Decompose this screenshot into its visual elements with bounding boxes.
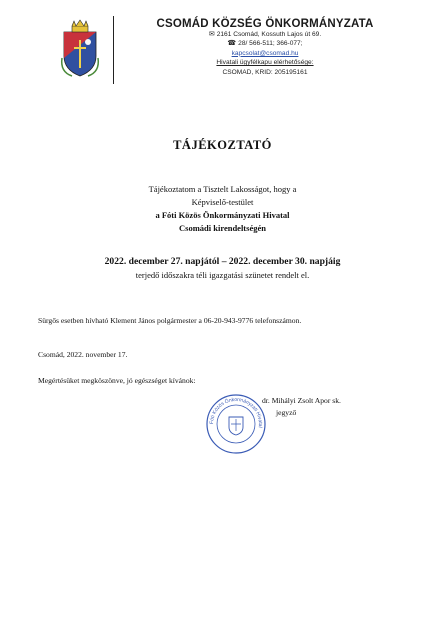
date-line: Csomád, 2022. november 17.: [38, 350, 128, 359]
closing-line: Megértésüket megköszönve, jó egészséget kívánok:: [38, 376, 196, 385]
email-line: [120, 49, 410, 58]
intro-line-4: Csomádi kirendeltségén: [179, 223, 266, 233]
urgent-contact: Sürgős esetben hívható Klement János polgármester a 06-20-943-9776 telefonszámon.: [38, 316, 302, 325]
header-divider: [113, 16, 114, 84]
signature-name: [262, 396, 341, 405]
organization-name: CSOMÁD KÖZSÉG ÖNKORMÁNYZATA: [156, 18, 374, 30]
envelope-icon: ✉: [208, 31, 215, 38]
intro-line-2: Képviselő-testület: [191, 197, 254, 207]
signature-name-text: dr. Mihályi Zsolt Apor sk.: [262, 396, 341, 405]
phone-text: 28/ 566-511; 366-077;: [238, 40, 303, 48]
address-line: [120, 30, 410, 39]
email-link[interactable]: kapcsolat@csomad.hu: [231, 49, 299, 57]
signature-role: jegyző: [276, 408, 297, 417]
document-title: TÁJÉKOZTATÓ: [173, 138, 272, 152]
portal-label: Hivatali ügyfélkapu elérhetősége:: [216, 59, 314, 67]
phone-icon: ☎: [227, 40, 237, 48]
coat-of-arms-icon: [58, 18, 102, 78]
phone-line: [120, 39, 410, 48]
krid-line: CSOMAD, KRID: 205195161: [222, 68, 308, 76]
stamp-text: Fóti Közös Önkormányzati Hivatal: [208, 396, 264, 429]
letterhead: [120, 18, 410, 77]
portal-line: [120, 58, 410, 67]
period-text: terjedő időszakra téli igazgatási szünetet rendelt el.: [135, 270, 310, 280]
address-text: 2161 Csomád, Kossuth Lajos út 69.: [216, 31, 322, 38]
intro-line-3: a Fóti Közös Önkormányzati Hivatal: [155, 210, 290, 220]
period-dates: 2022. december 27. napjától – 2022. december 30. napjáig: [104, 256, 341, 267]
official-stamp-icon: [205, 393, 267, 455]
intro-line-1: Tájékoztatom a Tisztelt Lakosságot, hogy a: [148, 184, 297, 194]
